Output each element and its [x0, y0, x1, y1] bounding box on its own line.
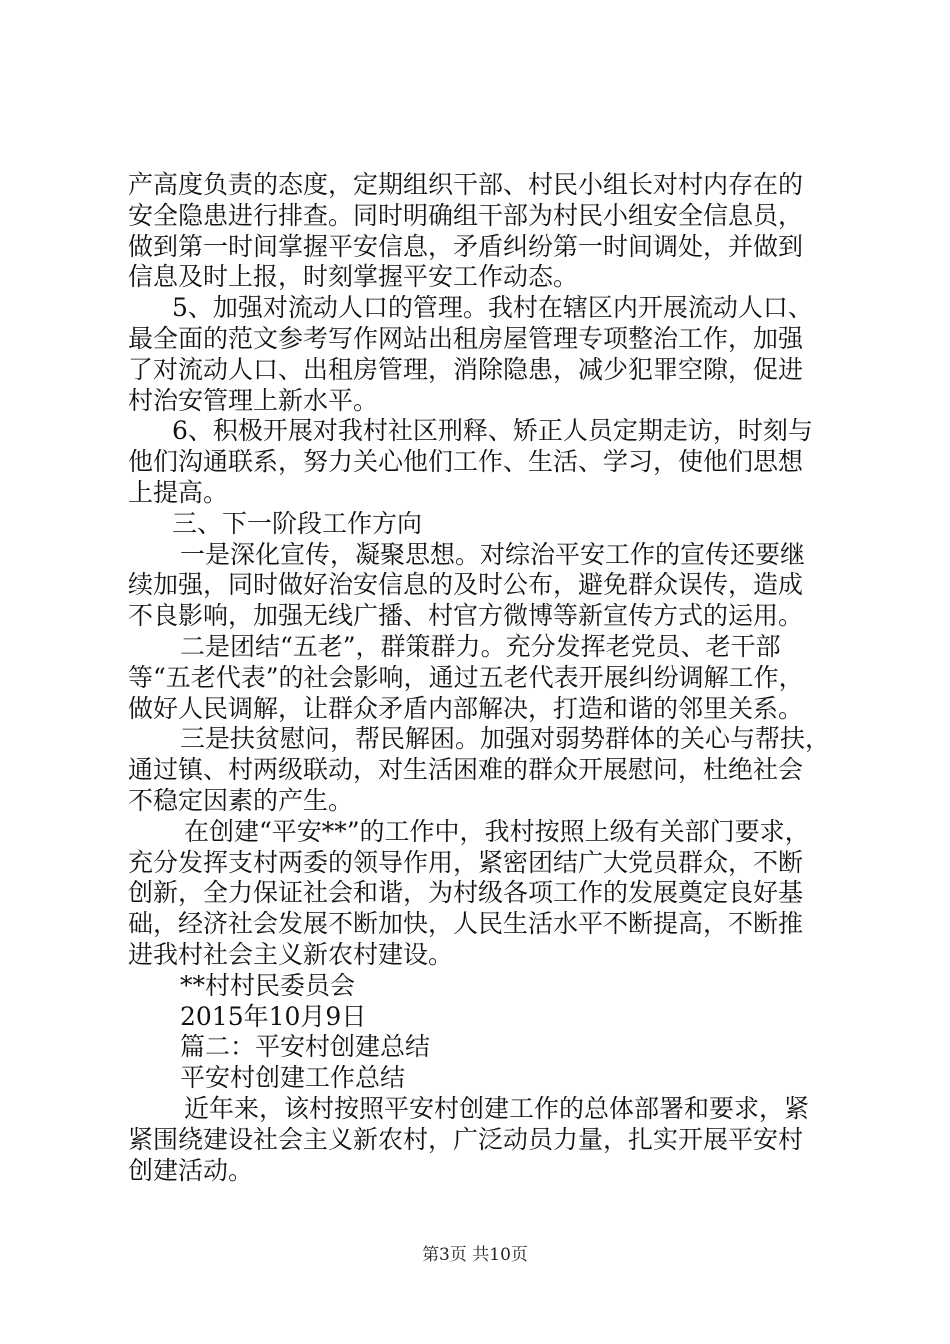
- document-body: [128, 170, 836, 1186]
- text-line: 等“五老代表”的社会影响，通过五老代表开展纠纷调解工作，: [128, 662, 804, 692]
- text-line: 产高度负责的态度，定期组织干部、村民小组长对村内存在的: [128, 170, 804, 199]
- text-line: 紧围绕建设社会主义新农村，广泛动员力量，扎实开展平安村: [128, 1124, 804, 1154]
- text-line: 创新，全力保证社会和谐，为村级各项工作的发展奠定良好基: [128, 878, 804, 908]
- text-line: 通过镇、村两级联动，对生活困难的群众开展慰问，杜绝社会: [128, 755, 804, 785]
- text-line: 不良影响，加强无线广播、村官方微博等新宣传方式的运用。: [128, 601, 804, 631]
- paragraph-first-line: 6、积极开展对我村社区刑释、矫正人员定期走访，时刻与: [172, 416, 813, 446]
- text-line: 了对流动人口、出租房管理，消除隐患，减少犯罪空隙，促进: [128, 354, 804, 384]
- paragraph-first-line: 二是团结“五老”，群策群力。充分发挥老党员、老干部: [180, 631, 781, 661]
- text-line: 安全隐患进行排查。同时明确组干部为村民小组安全信息员，: [128, 200, 804, 230]
- section-title: 篇二：平安村创建总结: [180, 1032, 431, 1062]
- text-line: 信息及时上报，时刻掌握平安工作动态。: [128, 262, 579, 292]
- section-heading: 三、下一阶段工作方向: [172, 508, 423, 538]
- text-line: 不稳定因素的产生。: [128, 785, 354, 815]
- text-line: 创建活动。: [128, 1155, 254, 1185]
- paragraph-first-line: 5、加强对流动人口的管理。我村在辖区内开展流动人口、: [172, 293, 813, 323]
- text-line: 最全面的范文参考写作网站出租房屋管理专项整治工作，加强: [128, 323, 804, 353]
- text-line: 续加强，同时做好治安信息的及时公布，避免群众误传，造成: [128, 570, 804, 600]
- text-line: 做好人民调解，让群众矛盾内部解决，打造和谐的邻里关系。: [128, 693, 804, 723]
- paragraph-first-line: 近年来，该村按照平安村创建工作的总体部署和要求，紧: [184, 1093, 810, 1123]
- text-line: 础，经济社会发展不断加快，人民生活水平不断提高，不断推: [128, 909, 804, 939]
- page-footer: 第3页 共10页: [422, 1245, 528, 1265]
- text-line: 充分发挥支村两委的领导作用，紧密团结广大党员群众，不断: [128, 847, 804, 877]
- text-line: 进我村社会主义新农村建设。: [128, 939, 454, 969]
- article-title: 平安村创建工作总结: [180, 1063, 406, 1093]
- text-line: 做到第一时间掌握平安信息，矛盾纠纷第一时间调处，并做到: [128, 231, 804, 261]
- text-line: 村治安管理上新水平。: [128, 385, 379, 415]
- signature-org: **村村民委员会: [180, 970, 356, 1000]
- paragraph-first-line: 在创建“平安**”的工作中，我村按照上级有关部门要求，: [184, 816, 810, 846]
- paragraph-first-line: 一是深化宣传，凝聚思想。对综治平安工作的宣传还要继: [180, 539, 806, 569]
- text-line: 上提高。: [128, 477, 229, 507]
- paragraph-first-line: 三是扶贫慰问，帮民解困。加强对弱势群体的关心与帮扶，: [180, 724, 831, 754]
- text-line: 他们沟通联系，努力关心他们工作、生活、学习，使他们思想: [128, 447, 804, 477]
- signature-date: 2015年10月9日: [180, 1001, 367, 1031]
